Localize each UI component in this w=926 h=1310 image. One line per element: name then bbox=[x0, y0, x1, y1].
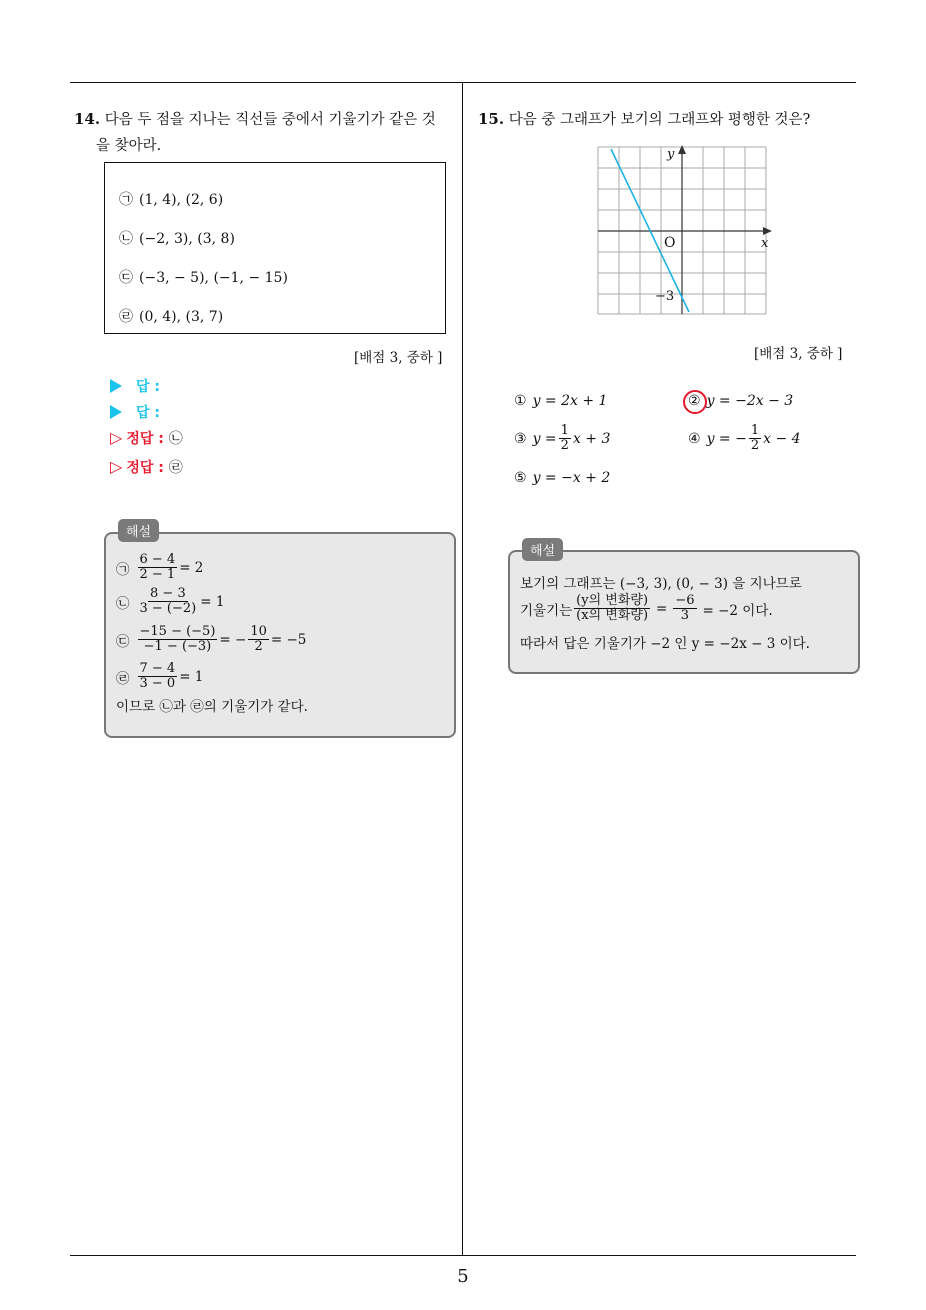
numerator: (y의 변화량) bbox=[576, 593, 649, 608]
q14-number: 14. bbox=[74, 110, 101, 128]
row-marker: ㉡ bbox=[116, 595, 130, 612]
triangle-outline-icon: ▷ bbox=[110, 457, 123, 476]
fraction bbox=[574, 594, 650, 623]
result: = 1 bbox=[200, 593, 225, 610]
option-text: (−2, 3), (3, 8) bbox=[139, 231, 235, 247]
x-axis-label: x bbox=[761, 236, 769, 251]
q14-option-2 bbox=[119, 228, 235, 248]
fraction bbox=[138, 587, 199, 616]
bottom-rule bbox=[70, 1255, 856, 1256]
q14-exp-row-3 bbox=[116, 625, 306, 654]
exp-suffix: = −2 이다. bbox=[702, 602, 773, 619]
result: = 1 bbox=[179, 668, 204, 685]
choice-marker: ② bbox=[688, 393, 701, 409]
q15-number: 15. bbox=[478, 110, 505, 128]
q15-explanation-tag: 해설 bbox=[522, 538, 563, 561]
q14-text-line1: 다음 두 점을 지나는 직선들 중에서 기울기가 같은 것 bbox=[104, 112, 436, 128]
q15-choice-5[interactable] bbox=[514, 470, 610, 486]
result: = −5 bbox=[270, 631, 307, 648]
q14-text-line2: 을 찾아라. bbox=[96, 138, 162, 154]
q14-answer-2[interactable] bbox=[110, 402, 160, 422]
numerator: 6 − 4 bbox=[139, 552, 176, 567]
fraction bbox=[138, 625, 218, 654]
q15-exp-line1: 보기의 그래프는 (−3, 3), (0, − 3) 을 지나므로 bbox=[520, 576, 802, 592]
q14-exp-row-2 bbox=[116, 587, 224, 616]
option-text: (1, 4), (2, 6) bbox=[139, 192, 224, 208]
q15-choice-3[interactable] bbox=[514, 424, 610, 453]
q15-text: 다음 중 그래프가 보기의 그래프와 평행한 것은? bbox=[508, 112, 811, 128]
fraction bbox=[749, 424, 761, 453]
q14-answer-1[interactable] bbox=[110, 376, 160, 396]
numerator: 8 − 3 bbox=[150, 586, 186, 601]
fraction bbox=[248, 625, 269, 654]
denominator: 3 − 0 bbox=[139, 676, 176, 691]
q15-exp-line2 bbox=[520, 594, 773, 623]
numerator: 1 bbox=[750, 423, 760, 438]
y-axis-label: y bbox=[667, 147, 675, 162]
q14-correct-2 bbox=[110, 457, 183, 477]
denominator: 2 − 1 bbox=[139, 567, 176, 582]
q14-exp-row-4 bbox=[116, 662, 203, 691]
q14-explanation-tag: 해설 bbox=[118, 519, 159, 542]
denominator: 2 bbox=[750, 438, 760, 453]
correct-label: 정답 : bbox=[126, 431, 164, 447]
fraction bbox=[673, 594, 696, 623]
exp-prefix: 기울기는 bbox=[520, 602, 573, 619]
choice-marker: ⑤ bbox=[514, 470, 527, 486]
page-number: 5 bbox=[457, 1266, 469, 1287]
triangle-outline-icon: ▷ bbox=[110, 428, 123, 447]
q15-choice-4[interactable] bbox=[688, 424, 801, 453]
correct-answer: ㉡ bbox=[168, 431, 183, 447]
result: = 2 bbox=[179, 559, 204, 576]
origin-label: O bbox=[664, 235, 676, 251]
q14-correct-1 bbox=[110, 428, 183, 448]
x-axis-arrow-icon bbox=[763, 227, 772, 235]
row-marker: ㉣ bbox=[116, 670, 130, 687]
q14-exp-row-1 bbox=[116, 553, 203, 582]
numerator: −15 − (−5) bbox=[139, 624, 216, 639]
q14-meta: [배점 3, 중하 ] bbox=[354, 350, 443, 366]
option-marker: ㉠ bbox=[119, 192, 133, 208]
choice-suffix: x − 4 bbox=[763, 430, 801, 447]
fraction bbox=[138, 553, 178, 582]
y-axis-arrow-icon bbox=[678, 145, 686, 154]
equals: = bbox=[656, 600, 668, 617]
choice-prefix: y = bbox=[532, 430, 557, 447]
q14-options-box bbox=[104, 162, 446, 334]
numerator: −6 bbox=[675, 593, 695, 608]
column-divider bbox=[462, 82, 463, 1256]
q14-exp-conclusion: 이므로 ㉡과 ㉣의 기울기가 같다. bbox=[116, 699, 308, 715]
q15-choice-2[interactable] bbox=[688, 393, 793, 409]
denominator: (x의 변화량) bbox=[576, 608, 649, 623]
top-rule bbox=[70, 82, 856, 83]
denominator: 3 bbox=[680, 608, 690, 623]
row-marker: ㉢ bbox=[116, 633, 130, 650]
answer-label: 답 : bbox=[136, 379, 160, 395]
choice-prefix: y = − bbox=[706, 430, 747, 447]
correct-answer: ㉣ bbox=[168, 460, 183, 476]
numerator: 7 − 4 bbox=[139, 661, 176, 676]
choice-text: y = −x + 2 bbox=[532, 470, 611, 486]
option-text: (0, 4), (3, 7) bbox=[139, 309, 224, 325]
choice-marker: ④ bbox=[688, 430, 701, 447]
answer-label: 답 : bbox=[136, 405, 160, 421]
q14-option-4 bbox=[119, 306, 223, 326]
numerator: 10 bbox=[250, 624, 267, 639]
q15-meta: [배점 3, 중하 ] bbox=[754, 346, 843, 362]
option-marker: ㉣ bbox=[119, 309, 133, 325]
denominator: 2 bbox=[254, 639, 263, 654]
arrow-icon bbox=[110, 405, 122, 419]
arrow-icon bbox=[110, 379, 122, 393]
equals: = − bbox=[219, 631, 247, 648]
y-intercept-label: −3 bbox=[655, 289, 675, 304]
row-marker: ㉠ bbox=[116, 561, 130, 578]
choice-suffix: x + 3 bbox=[572, 430, 611, 447]
choice-text: y = −2x − 3 bbox=[706, 393, 794, 409]
choice-marker: ① bbox=[514, 393, 527, 409]
q15-exp-line3: 따라서 답은 기울기가 −2 인 y = −2x − 3 이다. bbox=[520, 636, 810, 652]
q14-question bbox=[74, 106, 458, 159]
denominator: −1 − (−3) bbox=[143, 639, 212, 654]
option-text: (−3, − 5), (−1, − 15) bbox=[139, 270, 288, 286]
fraction bbox=[559, 424, 571, 453]
denominator: 2 bbox=[560, 438, 569, 453]
q15-graph bbox=[590, 140, 776, 320]
option-marker: ㉡ bbox=[119, 231, 133, 247]
fraction bbox=[138, 662, 178, 691]
choice-marker: ③ bbox=[514, 430, 527, 447]
correct-label: 정답 : bbox=[126, 460, 164, 476]
q15-choice-1[interactable] bbox=[514, 393, 607, 409]
q14-option-3 bbox=[119, 267, 288, 287]
numerator: 1 bbox=[560, 423, 569, 438]
q14-option-1 bbox=[119, 189, 223, 209]
choice-text: y = 2x + 1 bbox=[532, 393, 608, 409]
option-marker: ㉢ bbox=[119, 270, 133, 286]
q15-question bbox=[478, 106, 858, 133]
denominator: 3 − (−2) bbox=[139, 601, 197, 616]
